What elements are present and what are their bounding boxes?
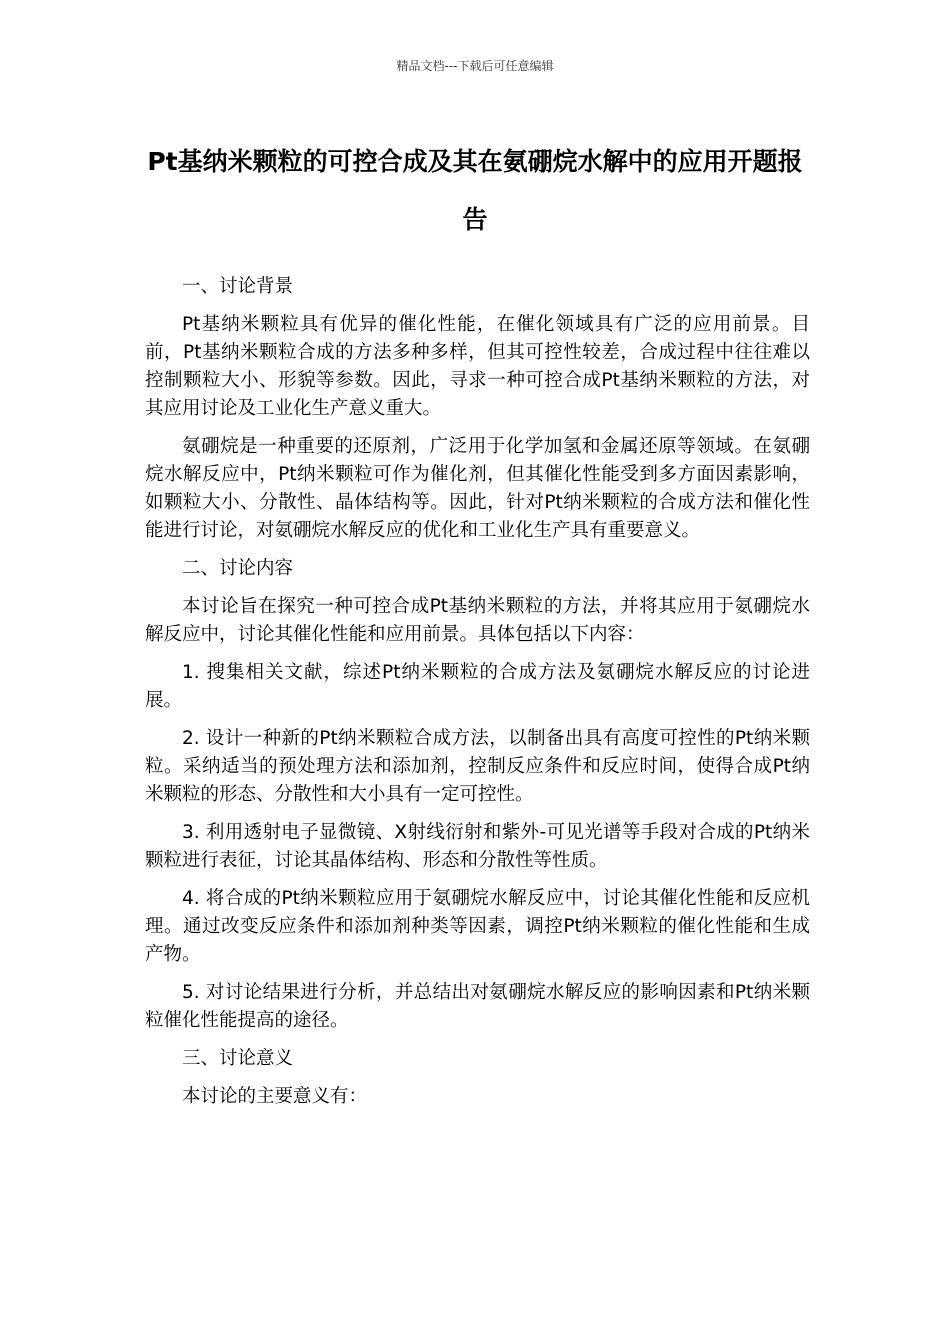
- section-heading-significance: 三、讨论意义: [182, 1048, 294, 1069]
- list-item-3: 3. 利用透射电子显微镜、X射线衍射和紫外-可见光谱等手段对合成的Pt纳米颗粒进行表征，讨论其晶体结构、形态和分散性等性质。: [145, 822, 810, 871]
- paragraph-significance-intro: 本讨论的主要意义有：: [182, 1086, 368, 1107]
- list-item-4: 4. 将合成的Pt纳米颗粒应用于氨硼烷水解反应中，讨论其催化性能和反应机理。通过改变反应条件和添加剂种类等因素，调控Pt纳米颗粒的催化性能和生成产物。: [145, 888, 810, 965]
- list-item-2: 2. 设计一种新的Pt纳米颗粒合成方法，以制备出具有高度可控性的Pt纳米颗粒。采纳适当的预处理方法和添加剂，控制反应条件和反应时间，使得合成Pt纳米颗粒的形态、分散性和大小具有一定可控性。: [145, 728, 810, 805]
- paragraph-background-1: Pt基纳米颗粒具有优异的催化性能，在催化领域具有广泛的应用前景。目前，Pt基纳米颗粒合成的方法多种多样，但其可控性较差，合成过程中往往难以控制颗粒大小、形貌等参数。因此，寻求一种可控合成Pt基纳米颗粒的方法，对其应用讨论及工业化生产意义重大。: [145, 314, 810, 419]
- header-note: 精品文档---下载后可任意编辑: [396, 59, 554, 73]
- list-item-1: 1. 搜集相关文献，综述Pt纳米颗粒的合成方法及氨硼烷水解反应的讨论进展。: [145, 662, 810, 711]
- paragraph-background-2: 氨硼烷是一种重要的还原剂，广泛用于化学加氢和金属还原等领域。在氨硼烷水解反应中，Pt纳米颗粒可作为催化剂，但其催化性能受到多方面因素影响，如颗粒大小、分散性、晶体结构等。因此，针对Pt纳米颗粒的合成方法和催化性能进行讨论，对氨硼烷水解反应的优化和工业化生产具有重要意义。: [145, 436, 810, 541]
- section-heading-background: 一、讨论背景: [182, 276, 294, 297]
- document-title: Pt基纳米颗粒的可控合成及其在氨硼烷水解中的应用开题报告: [147, 147, 803, 234]
- document-body: [145, 273, 810, 1121]
- section-heading-content: 二、讨论内容: [182, 558, 294, 579]
- paragraph-content-intro: 本讨论旨在探究一种可控合成Pt基纳米颗粒的方法，并将其应用于氨硼烷水解反应中，讨论其催化性能和应用前景。具体包括以下内容：: [145, 596, 810, 645]
- list-item-5: 5. 对讨论结果进行分析，并总结出对氨硼烷水解反应的影响因素和Pt纳米颗粒催化性能提高的途径。: [145, 982, 810, 1031]
